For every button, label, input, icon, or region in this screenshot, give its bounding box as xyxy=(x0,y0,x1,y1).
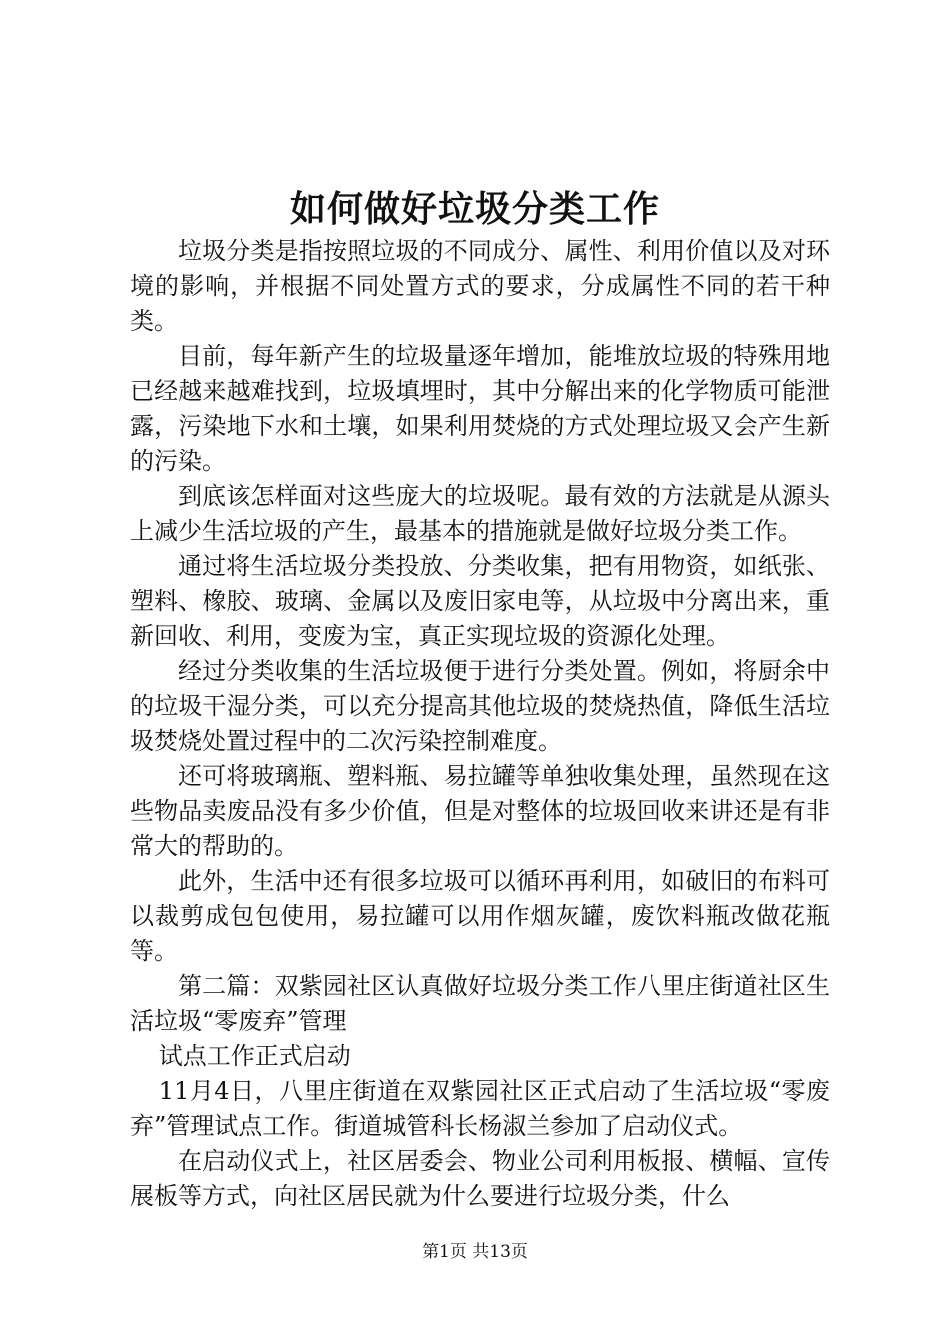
paragraph-bottles: 还可将玻璃瓶、塑料瓶、易拉罐等单独收集处理，虽然现在这些物品卖废品没有多少价值，但是对整体的垃圾回收来讲还是有非常大的帮助的。 xyxy=(130,762,830,860)
paragraph-definition: 垃圾分类是指按照垃圾的不同成分、属性、利用价值以及对环境的影响，并根据不同处置方式的要求，分成属性不同的若干种类。 xyxy=(130,237,830,335)
document-body xyxy=(130,234,830,1214)
paragraph-recycling: 通过将生活垃圾分类投放、分类收集，把有用物资，如纸张、塑料、橡胶、玻璃、金属以及废旧家电等，从垃圾中分离出来，重新回收、利用，变废为宝，真正实现垃圾的资源化处理。 xyxy=(130,552,830,650)
paragraph-solution: 到底该怎样面对这些庞大的垃圾呢。最有效的方法就是从源头上减少生活垃圾的产生，最基本的措施就是做好垃圾分类工作。 xyxy=(130,482,830,545)
page-footer: 第1页 共13页 xyxy=(422,1242,528,1262)
paragraph-ceremony: 在启动仪式上，社区居委会、物业公司利用板报、横幅、宣传展板等方式，向社区居民就为什么要进行垃圾分类，什么 xyxy=(130,1147,830,1210)
paragraph-november-launch: 11月4日，八里庄街道在双紫园社区正式启动了生活垃圾“零废弃”管理试点工作。街道城管科长杨淑兰参加了启动仪式。 xyxy=(130,1077,830,1140)
paragraph-disposal: 经过分类收集的生活垃圾便于进行分类处置。例如，将厨余中的垃圾干湿分类，可以充分提高其他垃圾的焚烧热值，降低生活垃圾焚烧处置过程中的二次污染控制难度。 xyxy=(130,657,830,755)
paragraph-pilot-launch: 试点工作正式启动 xyxy=(158,1042,351,1070)
document-title: 如何做好垃圾分类工作 xyxy=(289,188,660,230)
paragraph-reuse: 此外，生活中还有很多垃圾可以循环再利用，如破旧的布料可以裁剪成包包使用，易拉罐可以用作烟灰罐，废饮料瓶改做花瓶等。 xyxy=(130,867,830,965)
paragraph-second-article-heading: 第二篇：双紫园社区认真做好垃圾分类工作八里庄街道社区生活垃圾“零废弃”管理 xyxy=(130,972,830,1035)
paragraph-current-situation: 目前，每年新产生的垃圾量逐年增加，能堆放垃圾的特殊用地已经越来越难找到，垃圾填埋时，其中分解出来的化学物质可能泄露，污染地下水和土壤，如果利用焚烧的方式处理垃圾又会产生新的污染。 xyxy=(130,342,830,475)
